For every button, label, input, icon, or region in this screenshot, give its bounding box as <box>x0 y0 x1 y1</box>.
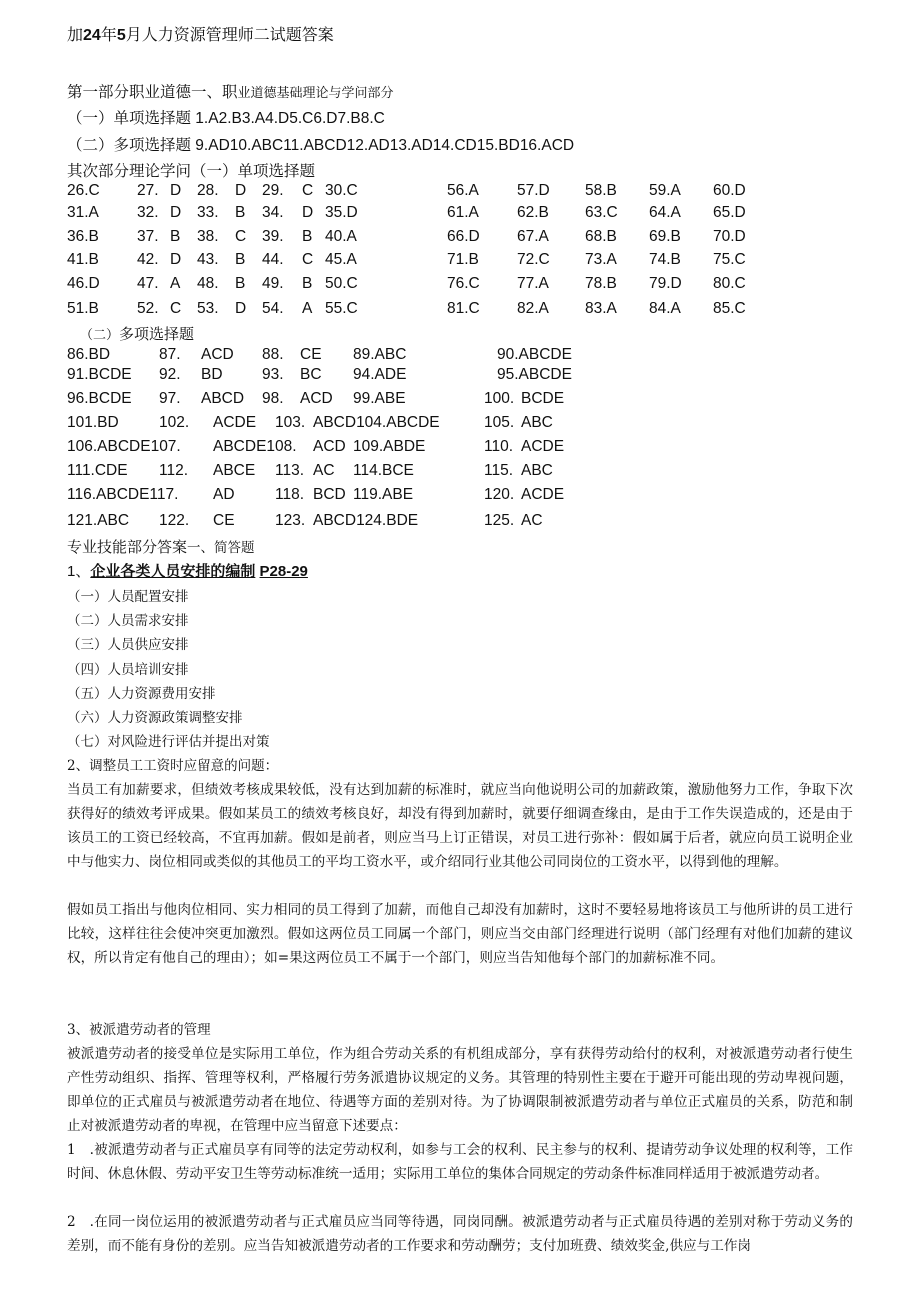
answer-cell: 29. <box>262 182 284 199</box>
answer-cell: 87. <box>159 346 181 363</box>
answer-cell: 47. <box>137 275 159 292</box>
question-2-title: 2、调整员工工资时应留意的问题： <box>67 758 279 774</box>
answer-cell: D <box>235 182 247 199</box>
answer-cell: 115. <box>484 462 514 479</box>
answer-cell: 79.D <box>649 275 682 292</box>
answer-cell: C <box>235 228 247 245</box>
answer-cell: 91.BCDE <box>67 366 132 383</box>
answer-cell: 66.D <box>447 228 480 245</box>
answer-cell: B <box>170 228 181 245</box>
question-3-point-2: 2 .在同一岗位运用的被派遣劳动者与正式雇员应当同等待遇，同岗同酬。被派遣劳动者与正式雇员待遇的差别对称于劳动义务的差别，而不能有身份的差别。应当告知被派遣劳动者的工作要求和劳动酬劳；支付加班费、绩效奖金,供应与工作岗 <box>67 1214 853 1254</box>
answer-cell: 77.A <box>517 275 549 292</box>
answer-cell: BD <box>201 366 223 383</box>
answer-cell: 110. <box>484 438 514 455</box>
answer-cell: CE <box>300 346 322 363</box>
answer-cell: ABCD104.ABCDE <box>313 414 440 431</box>
answer-cell: ABC <box>521 462 553 479</box>
answer-cell: 65.D <box>713 204 746 221</box>
answer-cell: 71.B <box>447 251 479 268</box>
answer-cell: 55.C <box>325 300 358 317</box>
answer-cell: 89.ABC <box>353 346 407 363</box>
answer-cell: ABCD124.BDE <box>313 512 419 529</box>
answer-cell: 74.B <box>649 251 681 268</box>
answer-cell: ABC <box>521 414 553 431</box>
answer-cell: 63.C <box>585 204 618 221</box>
answer-cell: 78.B <box>585 275 617 292</box>
answer-cell: B <box>235 251 246 268</box>
answer-cell: BCD <box>313 486 346 503</box>
answer-cell: 59.A <box>649 182 681 199</box>
answer-cell: ACDE <box>213 414 257 431</box>
answer-cell: 39. <box>262 228 284 245</box>
answer-cell: 62.B <box>517 204 549 221</box>
answer-cell: 106.ABCDE107. <box>67 438 181 455</box>
answer-cell: 40.A <box>325 228 357 245</box>
answer-cell: A <box>170 275 181 292</box>
answer-cell: 90.ABCDE <box>497 346 572 363</box>
plan-item: （三）人员供应安排 <box>67 637 189 653</box>
answer-cell: 125. <box>484 512 515 529</box>
plan-item: （二）人员需求安排 <box>67 613 189 629</box>
answer-cell: 45.A <box>325 251 357 268</box>
answer-cell: BCDE <box>521 390 565 407</box>
answer-cell: 120. <box>484 486 515 503</box>
answer-cell: B <box>302 275 313 292</box>
plan-item: （一）人员配置安排 <box>67 589 189 605</box>
part1-multi-choice: （二）多项选择题 9.AD10.ABC11.ABCD12.AD13.AD14.CD15.BD16.ACD <box>67 137 575 154</box>
answer-cell: 60.D <box>713 182 746 199</box>
answer-cell: 49. <box>262 275 284 292</box>
part2-heading: 其次部分理论学问（一）单项选择题 <box>67 163 316 180</box>
answer-cell: B <box>235 275 246 292</box>
answer-cell: 119.ABE <box>353 486 414 503</box>
answer-cell: D <box>170 251 182 268</box>
answer-cell: 58.B <box>585 182 617 199</box>
answer-cell: 101.BD <box>67 414 119 431</box>
document-title: 加24年5月人力资源管理师二试题答案 <box>67 27 334 44</box>
answer-cell: 81.C <box>447 300 480 317</box>
answer-cell: 57.D <box>517 182 550 199</box>
answer-cell: 33. <box>197 204 219 221</box>
answer-cell: 30.C <box>325 182 358 199</box>
answer-cell: 84.A <box>649 300 681 317</box>
part2-multi-heading: （二）多项选择题 <box>80 326 195 343</box>
answer-cell: 68.B <box>585 228 617 245</box>
part1-single-choice: （一）单项选择题 1.A2.B3.A4.D5.C6.D7.B8.C <box>67 110 385 127</box>
answer-cell: 98. <box>262 390 284 407</box>
answer-cell: 51.B <box>67 300 99 317</box>
answer-cell: 67.A <box>517 228 549 245</box>
answer-cell: ACD <box>300 390 333 407</box>
question-3-point-1: 1 .被派遣劳动者与正式雇员享有同等的法定劳动权利，如参与工会的权利、民主参与的权利、提请劳动争议处理的权利等，工作时间、休息休假、劳动平安卫生等劳动标准统一适用；实际用工单位的集体合同规定的劳动条件标准同样适用于被派遣劳动者。 <box>67 1142 853 1182</box>
question-2-paragraph-1: 当员工有加薪要求，但绩效考核成果较低，没有达到加薪的标准时，就应当向他说明公司的加薪政策，激励他努力工作，争取下次获得好的绩效考评成果。假如某员工的绩效考核良好，却没有得到加薪时，就要仔细调查缘由，是由于工作失误造成的，还是由于该员工的工资已经较高，不宜再加薪。假如是前者，则应当马上订正错误，对员工进行弥补：假如属于后者，就应向员工说明企业中与他实力、岗位相同或类似的其他员工的平均工资水平，或介绍同行业其他公司同岗位的工资水平，以得到他的理解。 <box>67 782 853 870</box>
answer-cell: 75.C <box>713 251 746 268</box>
answer-cell: D <box>170 182 182 199</box>
answer-cell: B <box>235 204 246 221</box>
answer-cell: C <box>302 182 314 199</box>
answer-cell: 32. <box>137 204 159 221</box>
answer-cell: 37. <box>137 228 159 245</box>
answer-cell: 73.A <box>585 251 617 268</box>
plan-item: （四）人员培训安排 <box>67 662 189 678</box>
answer-cell: 70.D <box>713 228 746 245</box>
answer-cell: 52. <box>137 300 159 317</box>
answer-cell: 80.C <box>713 275 746 292</box>
question-1-title: 1、企业各类人员安排的编制 P28-29 <box>67 563 308 580</box>
answer-cell: D <box>170 204 182 221</box>
answer-cell: 94.ADE <box>353 366 407 383</box>
answer-cell: 48. <box>197 275 219 292</box>
answer-cell: 109.ABDE <box>353 438 426 455</box>
plan-item: （六）人力资源政策调整安排 <box>67 710 243 726</box>
answer-cell: 111.CDE <box>67 462 128 479</box>
answer-cell: C <box>170 300 182 317</box>
answer-cell: AC <box>521 512 543 529</box>
answer-cell: 105. <box>484 414 515 431</box>
part1-heading: 第一部分职业道德一、职业道德基础理论与学问部分 <box>67 84 394 101</box>
answer-cell: 36.B <box>67 228 99 245</box>
answer-cell: 116.ABCDE117. <box>67 486 179 503</box>
question-3-title: 3、被派遣劳动者的管理 <box>67 1022 211 1038</box>
answer-cell: 103. <box>275 414 306 431</box>
answer-cell: 92. <box>159 366 181 383</box>
answer-cell: 43. <box>197 251 219 268</box>
answer-cell: 28. <box>197 182 219 199</box>
answer-cell: 38. <box>197 228 219 245</box>
plan-item: （七）对风险进行评估并提出对策 <box>67 734 270 750</box>
answer-cell: 69.B <box>649 228 681 245</box>
answer-cell: 35.D <box>325 204 358 221</box>
answer-cell: 46.D <box>67 275 100 292</box>
answer-cell: 53. <box>197 300 219 317</box>
answer-cell: 31.A <box>67 204 99 221</box>
answer-cell: 26.C <box>67 182 100 199</box>
plan-item: （五）人力资源费用安排 <box>67 686 216 702</box>
answer-cell: 54. <box>262 300 284 317</box>
answer-cell: AC <box>313 462 335 479</box>
answer-cell: C <box>302 251 314 268</box>
answer-cell: 95.ABCDE <box>497 366 572 383</box>
answer-cell: 121.ABC <box>67 512 130 529</box>
answer-cell: 44. <box>262 251 284 268</box>
answer-cell: 83.A <box>585 300 617 317</box>
answer-cell: 100. <box>484 390 515 407</box>
answer-cell: 114.BCE <box>353 462 414 479</box>
answer-cell: D <box>302 204 314 221</box>
answer-cell: 85.C <box>713 300 746 317</box>
answer-cell: 99.ABE <box>353 390 406 407</box>
answer-cell: CE <box>213 512 235 529</box>
answer-cell: 61.A <box>447 204 479 221</box>
answer-cell: BC <box>300 366 322 383</box>
answer-cell: 123. <box>275 512 306 529</box>
answer-cell: 86.BD <box>67 346 111 363</box>
answer-cell: B <box>302 228 313 245</box>
answer-cell: 34. <box>262 204 284 221</box>
question-2-paragraph-2: 假如员工指出与他肉位相同、实力相同的员工得到了加薪，而他自己却没有加薪时，这时不要轻易地将该员工与他所讲的员工进行比较，这样往往会使冲突更加激烈。假如这两位员工同属一个部门，则应当交由部门经理进行说明（部门经理有对他们加薪的建议权，所以肯定有他自己的理由）；如=果这两位员工不属于一个部门，则应当告知他每个部门的加薪标准不同。 <box>67 902 853 966</box>
answer-cell: ABCD <box>201 390 245 407</box>
answer-cell: 88. <box>262 346 284 363</box>
answer-cell: 82.A <box>517 300 549 317</box>
answer-cell: 96.BCDE <box>67 390 132 407</box>
answer-cell: ABCDE108. <box>213 438 297 455</box>
question-3-paragraph-1: 被派遣劳动者的接受单位是实际用工单位，作为组合劳动关系的有机组成部分，享有获得劳动给付的权利，对被派遣劳动者行使生产性劳动组织、指挥、管理等权利，严格履行劳务派遣协议规定的义务。其管理的特别性主要在于避开可能出现的劳动卑视问题，即单位的正式雇员与被派遣劳动者在地位、待遇等方面的差别对待。为了协调限制被派遣劳动者与单位正式雇员的关系，防范和制止对被派遣劳动者的卑视，在管理中应当留意下述要点： <box>67 1046 853 1134</box>
answer-cell: 122. <box>159 512 190 529</box>
answer-cell: 76.C <box>447 275 480 292</box>
answer-cell: 118. <box>275 486 305 503</box>
answer-cell: A <box>302 300 313 317</box>
answer-cell: 97. <box>159 390 181 407</box>
answer-cell: ACDE <box>521 486 565 503</box>
answer-cell: 42. <box>137 251 159 268</box>
answer-cell: D <box>235 300 247 317</box>
answer-cell: 27. <box>137 182 159 199</box>
answer-cell: 56.A <box>447 182 479 199</box>
answer-cell: 102. <box>159 414 190 431</box>
answer-cell: ACD <box>313 438 346 455</box>
answer-cell: 64.A <box>649 204 681 221</box>
answer-cell: 112. <box>159 462 189 479</box>
answer-cell: 50.C <box>325 275 358 292</box>
answer-cell: AD <box>213 486 235 503</box>
answer-cell: 113. <box>275 462 305 479</box>
part3-heading: 专业技能部分答案一、简答题 <box>67 539 255 556</box>
answer-cell: ABCE <box>213 462 256 479</box>
answer-cell: 93. <box>262 366 284 383</box>
answer-cell: ACDE <box>521 438 565 455</box>
answer-cell: 41.B <box>67 251 99 268</box>
answer-cell: 72.C <box>517 251 550 268</box>
answer-cell: ACD <box>201 346 234 363</box>
